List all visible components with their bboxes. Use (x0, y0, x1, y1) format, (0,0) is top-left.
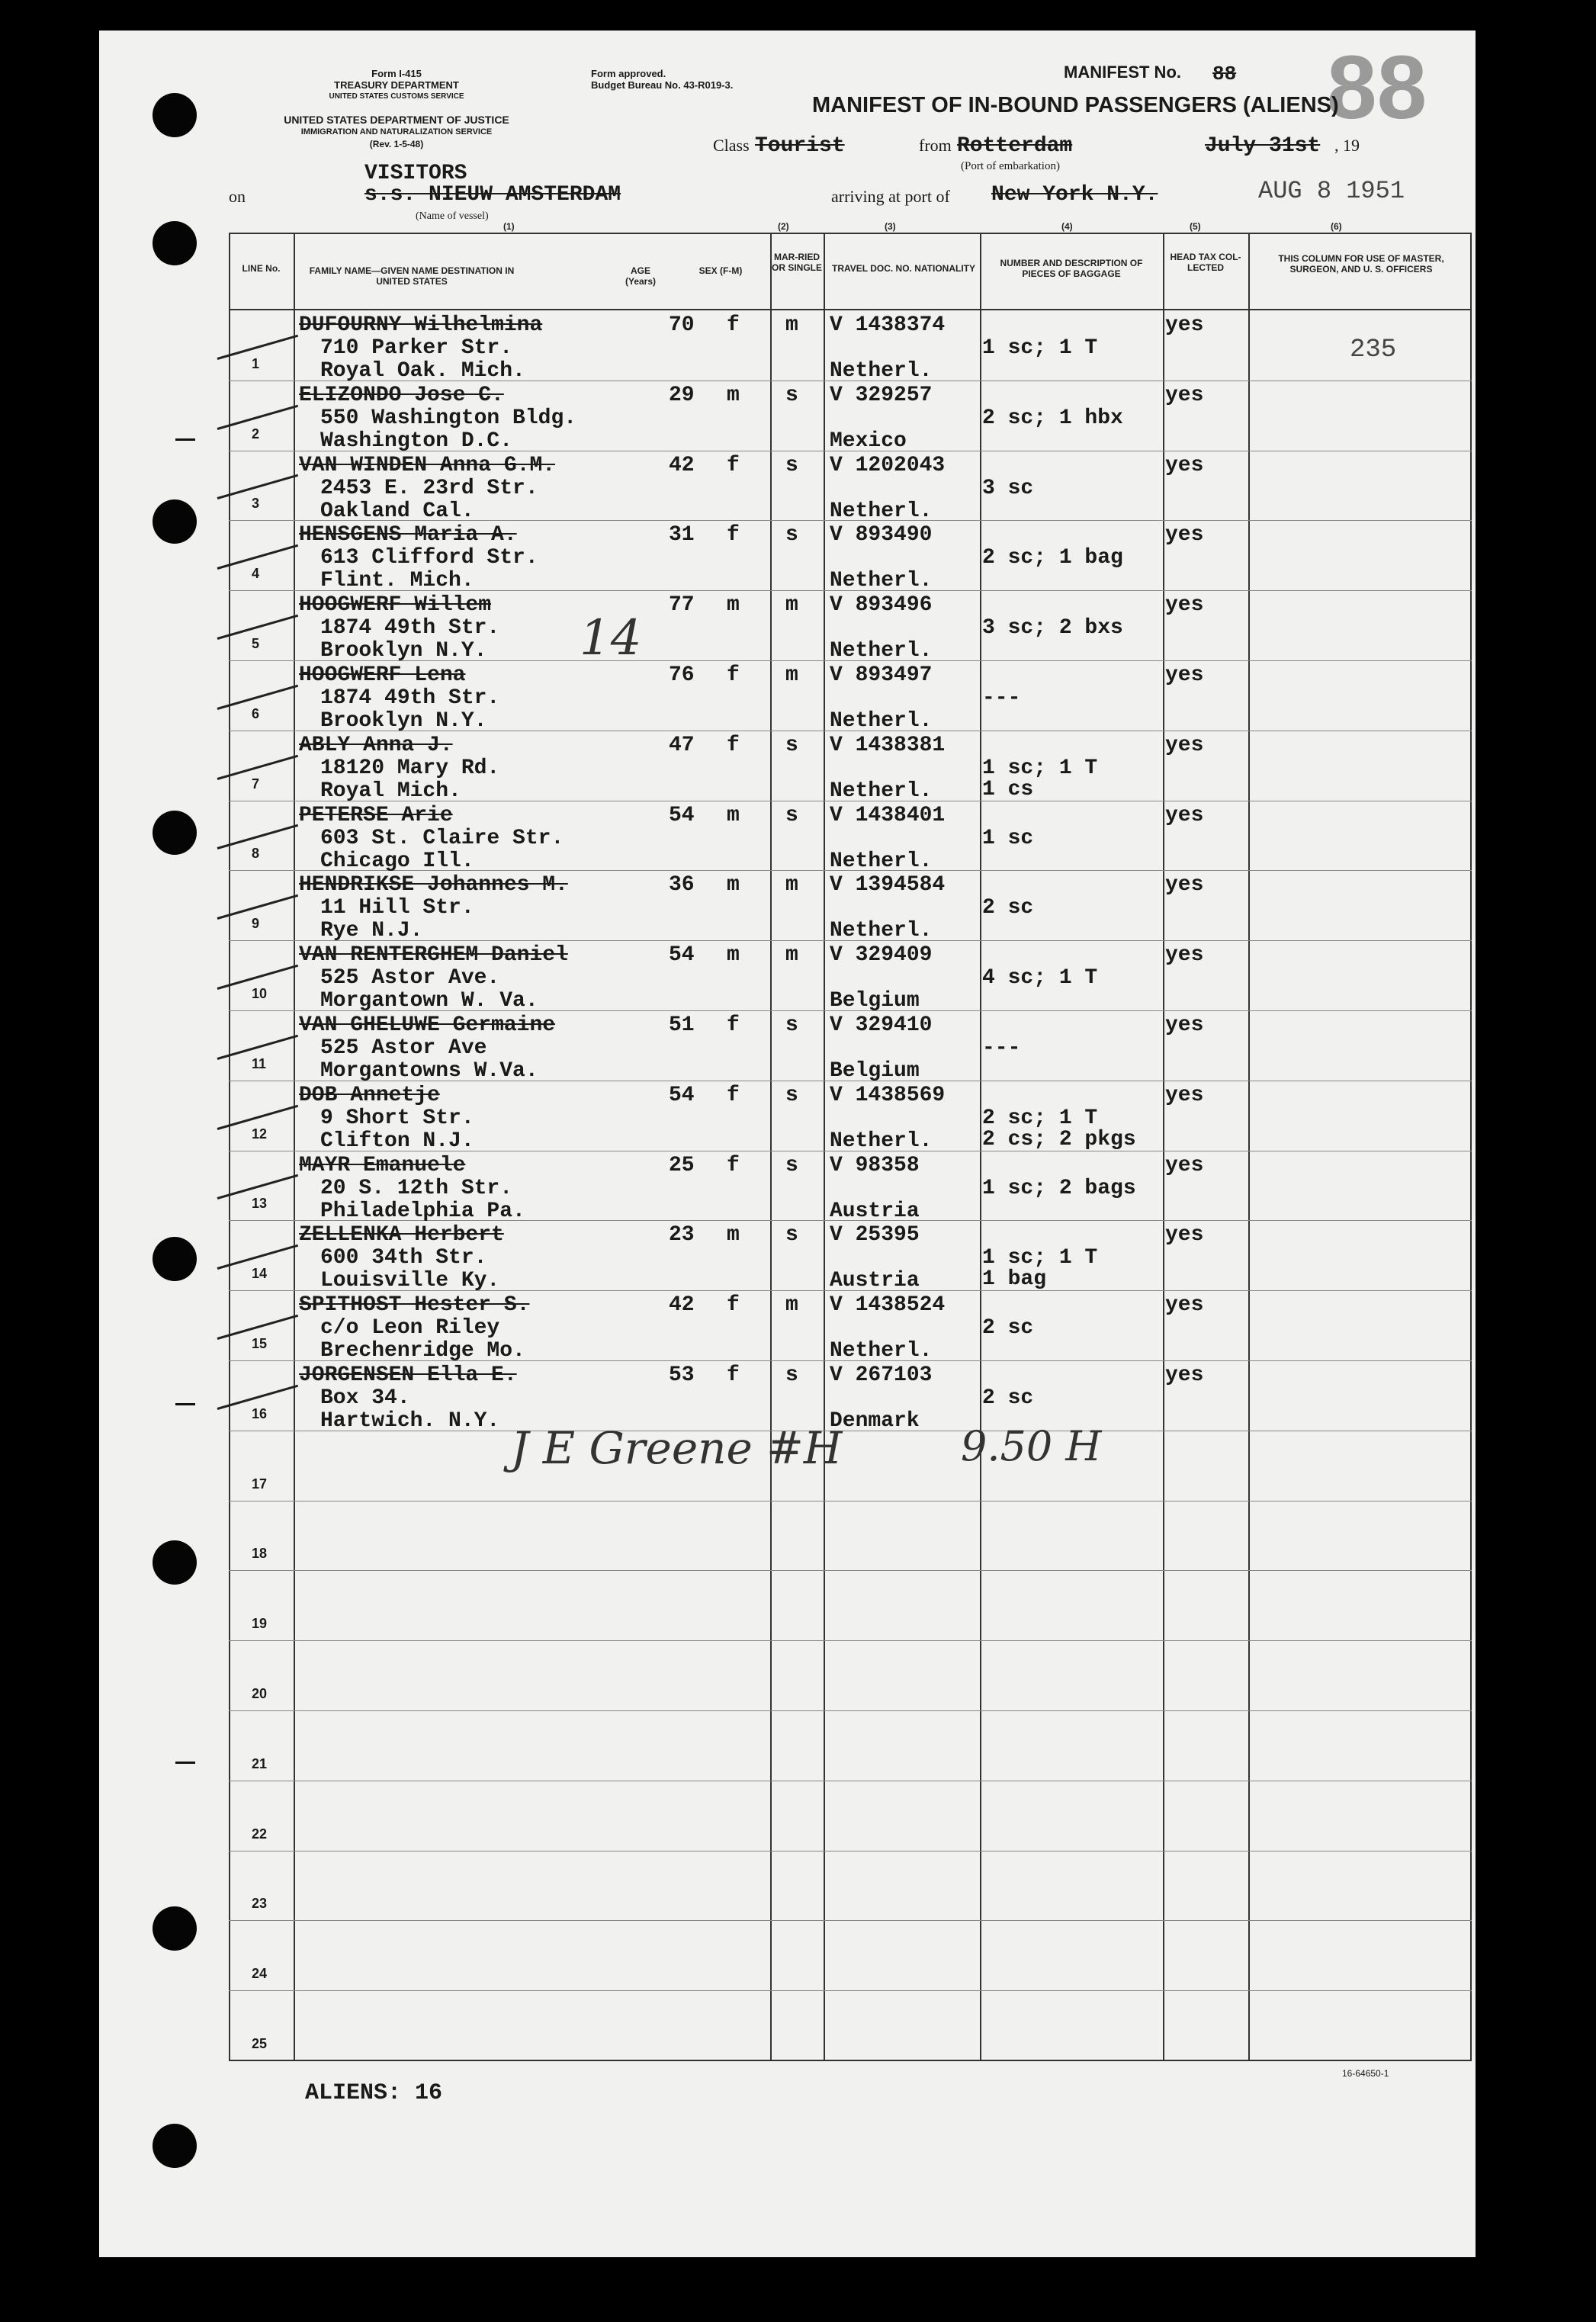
sex: f (727, 663, 740, 687)
head-tax: yes (1165, 663, 1204, 687)
address-street: 525 Astor Ave (320, 1036, 487, 1060)
address-street: 18120 Mary Rd. (320, 756, 500, 780)
col-caption-6: (6) (1331, 221, 1342, 232)
binder-hole (153, 1906, 197, 1951)
marital-status: s (785, 383, 798, 407)
sex: m (727, 873, 740, 898)
binder-hole (153, 1237, 197, 1281)
address-city: Brooklyn N.Y. (320, 639, 487, 663)
col-divider (980, 233, 981, 2061)
age: 76 (669, 663, 695, 687)
sex: m (727, 943, 740, 968)
arrival-date-stamp: AUG 8 1951 (1258, 177, 1405, 205)
age: 77 (669, 593, 695, 618)
nationality: Netherl. (830, 1129, 933, 1153)
baggage-extra: 2 cs; 2 pkgs (982, 1127, 1136, 1151)
vessel-name: s.s. NIEUW AMSTERDAM (364, 183, 621, 207)
address-city: Chicago Ill. (320, 849, 474, 873)
line-number: 19 (252, 1616, 268, 1632)
age: 47 (669, 733, 695, 757)
marital-status: s (785, 1013, 798, 1037)
line-number: 1 (252, 355, 260, 371)
line-number: 25 (252, 2036, 268, 2051)
head-tax: yes (1165, 453, 1204, 477)
baggage: 2 sc; 1 bag (982, 546, 1123, 570)
marital-status: s (785, 453, 798, 477)
baggage: --- (982, 1036, 1021, 1060)
head-tax: yes (1165, 593, 1204, 618)
date-value: July 31st (1205, 134, 1321, 158)
baggage: 1 sc; 1 T (982, 336, 1098, 360)
travel-doc-number: V 893496 (830, 593, 933, 618)
age: 36 (669, 873, 695, 898)
baggage: 1 sc (982, 826, 1034, 850)
col-caption-4: (4) (1061, 221, 1073, 232)
nationality: Netherl. (830, 779, 933, 803)
address-street: 1874 49th Str. (320, 616, 500, 641)
nationality: Netherl. (830, 569, 933, 593)
age: 29 (669, 383, 695, 407)
binder-hole (153, 811, 197, 855)
line-number: 17 (252, 1476, 268, 1492)
col-divider (824, 233, 825, 2061)
baggage-extra: 1 cs (982, 777, 1034, 801)
sex: m (727, 383, 740, 407)
row-divider (229, 1570, 1472, 1571)
head-tax: yes (1165, 873, 1204, 898)
head-tax: yes (1165, 1293, 1204, 1318)
marital-status: m (785, 663, 798, 687)
age: 54 (669, 943, 695, 968)
passenger-name: VAN GHELUWE Germaine (299, 1013, 556, 1037)
head-tax: yes (1165, 1013, 1204, 1037)
binder-hole (153, 1540, 197, 1585)
header-name: FAMILY NAME—GIVEN NAME DESTINATION IN UNITED STATES (309, 265, 515, 287)
travel-doc-number: V 893490 (830, 523, 933, 548)
travel-doc-number: V 1438374 (830, 313, 946, 337)
age: 51 (669, 1013, 695, 1037)
line-number: 24 (252, 1966, 268, 1982)
line-number: 18 (252, 1546, 268, 1562)
header-married: MAR-RIED OR SINGLE (771, 252, 822, 273)
address-city: Royal Oak. Mich. (320, 359, 525, 383)
line-number: 22 (252, 1826, 268, 1842)
line-number: 15 (252, 1336, 268, 1351)
baggage: --- (982, 686, 1021, 710)
passenger-name: SPITHOST Hester S. (299, 1293, 530, 1318)
header-age: AGE (Years) (625, 265, 657, 287)
header-sex: SEX (F-M) (698, 265, 743, 276)
header-officers-column: THIS COLUMN FOR USE OF MASTER, SURGEON, AND U. S. OFFICERS (1278, 253, 1444, 275)
margin-mark (175, 438, 195, 441)
address-city: Flint. Mich. (320, 569, 474, 593)
manifest-number: 88 (1212, 63, 1237, 85)
address-street: 11 Hill Str. (320, 896, 474, 920)
sex: f (727, 1083, 740, 1107)
header-divider (229, 309, 1472, 310)
travel-doc-number: V 1202043 (830, 453, 946, 477)
passenger-name: HENSGENS Maria A. (299, 523, 517, 548)
marital-status: s (785, 523, 798, 548)
on-label: on (229, 187, 246, 206)
marital-status: m (785, 1293, 798, 1318)
arrival-port: New York N.Y. (991, 183, 1158, 207)
handwritten-time: 9.50 H (961, 1422, 1102, 1470)
line-number: 8 (252, 846, 260, 862)
sex: f (727, 1293, 740, 1318)
passenger-name: VAN RENTERGHEM Daniel (299, 943, 568, 968)
nationality: Netherl. (830, 359, 933, 383)
address-street: Box 34. (320, 1386, 410, 1410)
head-tax: yes (1165, 313, 1204, 337)
baggage: 4 sc; 1 T (982, 966, 1098, 991)
age: 23 (669, 1223, 695, 1248)
header-travel-doc: TRAVEL DOC. NO. NATIONALITY (832, 263, 975, 274)
line-number: 9 (252, 916, 260, 932)
baggage-extra: 1 bag (982, 1267, 1047, 1292)
col-divider (770, 233, 772, 2061)
nationality: Netherl. (830, 709, 933, 733)
travel-doc-number: V 267103 (830, 1363, 933, 1387)
line-number: 4 (252, 566, 260, 582)
address-city: Washington D.C. (320, 429, 513, 453)
sex: f (727, 1363, 740, 1387)
sex: f (727, 453, 740, 477)
travel-doc-number: V 1438569 (830, 1083, 946, 1107)
baggage: 1 sc; 1 T (982, 1246, 1098, 1270)
handwritten-signature: J E Greene #H (511, 1422, 843, 1474)
class-value: Tourist (755, 134, 845, 158)
head-tax: yes (1165, 943, 1204, 968)
marital-status: s (785, 1083, 798, 1107)
passenger-name: ABLY Anna J. (299, 733, 453, 757)
travel-doc-number: V 1438381 (830, 733, 946, 757)
sex: f (727, 1013, 740, 1037)
address-city: Brooklyn N.Y. (320, 709, 487, 733)
binder-hole (153, 93, 197, 137)
nationality: Austria (830, 1199, 920, 1223)
head-tax: yes (1165, 803, 1204, 827)
margin-mark (175, 1403, 195, 1405)
address-city: Oakland Cal. (320, 499, 474, 523)
address-city: Morgantowns W.Va. (320, 1059, 538, 1083)
head-tax: yes (1165, 1223, 1204, 1248)
line-number: 3 (252, 496, 260, 512)
passenger-name: ZELLENKA Herbert (299, 1223, 504, 1248)
baggage: 3 sc (982, 476, 1034, 500)
vessel-caption: (Name of vessel) (416, 210, 489, 222)
address-street: 9 Short Str. (320, 1106, 474, 1130)
passenger-name: HOOGWERF Willem (299, 593, 492, 618)
passenger-name: VAN WINDEN Anna G.M. (299, 453, 556, 477)
treasury-department: TREASURY DEPARTMENT (334, 79, 459, 91)
address-city: Rye N.J. (320, 919, 423, 943)
marital-status: s (785, 733, 798, 757)
row-divider (229, 1710, 1472, 1711)
nationality: Austria (830, 1269, 920, 1293)
baggage: 3 sc; 2 bxs (982, 616, 1123, 641)
travel-doc-number: V 1394584 (830, 873, 946, 898)
manifest-stamp: 88 (1327, 37, 1427, 138)
head-tax: yes (1165, 1153, 1204, 1177)
baggage: 2 sc (982, 1386, 1034, 1410)
sex: m (727, 803, 740, 827)
line-number: 13 (252, 1196, 268, 1212)
col-divider (1163, 233, 1164, 2061)
address-city: Philadelphia Pa. (320, 1199, 525, 1223)
customs-service: UNITED STATES CUSTOMS SERVICE (329, 92, 464, 101)
binder-hole (153, 2124, 197, 2168)
address-city: Royal Mich. (320, 779, 461, 803)
address-city: Louisville Ky. (320, 1269, 500, 1293)
from-label: from (919, 136, 952, 155)
nationality: Mexico (830, 429, 907, 453)
passenger-name: HOOGWERF Lena (299, 663, 466, 687)
address-city: Morgantown W. Va. (320, 989, 538, 1013)
col-caption-5: (5) (1190, 221, 1201, 232)
nationality: Netherl. (830, 499, 933, 523)
head-tax: yes (1165, 733, 1204, 757)
margin-mark (175, 1762, 195, 1764)
address-street: 600 34th Str. (320, 1246, 487, 1270)
passenger-name: HENDRIKSE Johannes M. (299, 873, 568, 898)
year-prefix: , 19 (1334, 136, 1360, 155)
sex: f (727, 733, 740, 757)
age: 53 (669, 1363, 695, 1387)
head-tax: yes (1165, 523, 1204, 548)
from-value: Rotterdam (957, 134, 1073, 158)
age: 54 (669, 1083, 695, 1107)
line-number: 5 (252, 636, 260, 651)
line-number: 11 (252, 1055, 267, 1071)
nationality: Netherl. (830, 1339, 933, 1363)
footer-code: 16-64650-1 (1342, 2068, 1389, 2079)
form-number: Form I-415 (371, 68, 422, 79)
justice-department: UNITED STATES DEPARTMENT OF JUSTICE (284, 114, 509, 126)
line-number: 14 (252, 1266, 268, 1282)
travel-doc-number: V 893497 (830, 663, 933, 687)
line-number: 2 (252, 426, 260, 442)
binder-hole (153, 499, 197, 544)
marital-status: s (785, 1153, 798, 1177)
line-number: 20 (252, 1686, 268, 1701)
col-divider (1248, 233, 1250, 2061)
nationality: Netherl. (830, 849, 933, 873)
arriving-label: arriving at port of (831, 187, 950, 206)
sex: f (727, 313, 740, 337)
line-number: 12 (252, 1126, 268, 1142)
sex: f (727, 1153, 740, 1177)
marital-status: s (785, 1223, 798, 1248)
travel-doc-number: V 1438524 (830, 1293, 946, 1318)
head-tax: yes (1165, 1363, 1204, 1387)
header-head-tax: HEAD TAX COL-LECTED (1170, 252, 1241, 273)
line-number: 10 (252, 986, 268, 1001)
ins-service: IMMIGRATION AND NATURALIZATION SERVICE (300, 127, 493, 136)
nationality: Netherl. (830, 639, 933, 663)
row-divider (229, 1920, 1472, 1921)
travel-doc-number: V 98358 (830, 1153, 920, 1177)
visitors-note: VISITORS (364, 162, 467, 185)
aliens-total: ALIENS: 16 (305, 2080, 443, 2106)
line-number: 16 (252, 1405, 268, 1421)
annotation-235: 235 (1350, 336, 1397, 365)
sex: m (727, 593, 740, 618)
line-number: 6 (252, 705, 260, 721)
address-city: Clifton N.J. (320, 1129, 474, 1153)
address-street: 1874 49th Str. (320, 686, 500, 710)
manifest-title: MANIFEST OF IN-BOUND PASSENGERS (ALIENS) (812, 93, 1339, 117)
header-baggage: NUMBER AND DESCRIPTION OF PIECES OF BAGGAGE (1000, 258, 1143, 279)
travel-doc-number: V 329257 (830, 383, 933, 407)
col-caption-1: (1) (503, 221, 515, 232)
travel-doc-number: V 329410 (830, 1013, 933, 1037)
header-line-no: LINE No. (242, 263, 281, 274)
passenger-name: DOB Annetje (299, 1083, 440, 1107)
line-number: 21 (252, 1755, 268, 1771)
revision: (Rev. 1-5-48) (369, 139, 424, 149)
address-street: 20 S. 12th Str. (320, 1176, 513, 1200)
manifest-number-label: MANIFEST No. (1064, 63, 1181, 82)
age: 42 (669, 453, 695, 477)
nationality: Denmark (830, 1409, 920, 1433)
travel-doc-number: V 1438401 (830, 803, 946, 827)
col-caption-2: (2) (778, 221, 789, 232)
col-divider (294, 233, 295, 2061)
sex: f (727, 523, 740, 548)
passenger-name: PETERSE Arie (299, 803, 453, 827)
form-approved: Form approved. (591, 68, 666, 79)
class-label: Class (713, 136, 750, 155)
nationality: Netherl. (830, 919, 933, 943)
age: 25 (669, 1153, 695, 1177)
marital-status: m (785, 873, 798, 898)
baggage: 2 sc (982, 1316, 1034, 1341)
handwritten-14: 14 (580, 610, 642, 666)
port-caption: (Port of embarkation) (961, 160, 1060, 172)
sex: m (727, 1223, 740, 1248)
head-tax: yes (1165, 383, 1204, 407)
address-street: 525 Astor Ave. (320, 966, 500, 991)
nationality: Belgium (830, 1059, 920, 1083)
nationality: Belgium (830, 989, 920, 1013)
age: 42 (669, 1293, 695, 1318)
row-divider (229, 1990, 1472, 1991)
address-street: 710 Parker Str. (320, 336, 513, 360)
budget-bureau: Budget Bureau No. 43-R019-3. (591, 79, 734, 91)
baggage: 1 sc; 2 bags (982, 1176, 1136, 1200)
travel-doc-number: V 25395 (830, 1223, 920, 1248)
address-street: 2453 E. 23rd Str. (320, 476, 538, 500)
age: 54 (669, 803, 695, 827)
age: 70 (669, 313, 695, 337)
baggage: 2 sc; 1 hbx (982, 406, 1123, 430)
line-number: 7 (252, 776, 260, 792)
address-street: 550 Washington Bldg. (320, 406, 577, 430)
row-divider (229, 1640, 1472, 1641)
baggage: 2 sc; 1 T (982, 1106, 1098, 1130)
address-street: c/o Leon Riley (320, 1316, 500, 1341)
marital-status: s (785, 803, 798, 827)
line-number: 23 (252, 1896, 268, 1912)
passenger-name: DUFOURNY Wilhelmina (299, 313, 543, 337)
marital-status: m (785, 943, 798, 968)
passenger-name: ELIZONDO Jose C. (299, 383, 504, 407)
marital-status: m (785, 313, 798, 337)
col-caption-3: (3) (885, 221, 896, 232)
address-street: 613 Clifford Str. (320, 546, 538, 570)
address-street: 603 St. Claire Str. (320, 826, 564, 850)
address-city: Brechenridge Mo. (320, 1339, 525, 1363)
binder-hole (153, 221, 197, 265)
marital-status: m (785, 593, 798, 618)
head-tax: yes (1165, 1083, 1204, 1107)
marital-status: s (785, 1363, 798, 1387)
passenger-name: MAYR Emanuele (299, 1153, 466, 1177)
baggage: 1 sc; 1 T (982, 756, 1098, 780)
address-city: Hartwich. N.Y. (320, 1409, 500, 1433)
baggage: 2 sc (982, 896, 1034, 920)
age: 31 (669, 523, 695, 548)
passenger-name: JORGENSEN Ella E. (299, 1363, 517, 1387)
travel-doc-number: V 329409 (830, 943, 933, 968)
